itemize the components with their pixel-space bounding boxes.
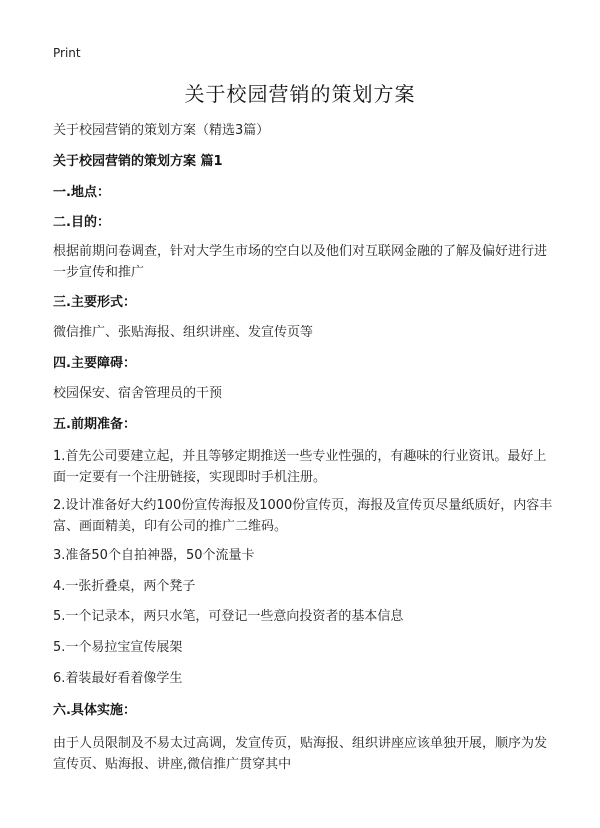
paragraph-forms: 微信推广、张贴海报、组织讲座、发宣传页等 — [53, 325, 314, 340]
print-link[interactable]: Print — [53, 46, 81, 60]
list-item: 1.首先公司要建立起，并且等够定期推送一些专业性强的，有趣味的行业资讯。最好上面一定要有一个注册链接，实现即时手机注册。 — [53, 449, 547, 485]
paragraph-obstacles: 校园保安、宿舍管理员的干预 — [53, 386, 223, 401]
list-item: 4.一张折叠桌，两个凳子 — [53, 579, 196, 594]
document-subtitle: 关于校园营销的策划方案（精选3篇） — [53, 123, 270, 138]
heading-location: 一.地点： — [53, 185, 110, 200]
list-item: 2.设计准备好大约100份宣传海报及1000份宣传页，海报及宣传页尽量纸质好，内容丰富、画面精美，印有公司的推广二维码。 — [53, 498, 553, 534]
heading-obstacles: 四.主要障碍： — [53, 356, 136, 371]
heading-purpose: 二.目的： — [53, 215, 110, 230]
list-item: 6.着装最好看着像学生 — [53, 671, 183, 686]
heading-implementation: 六.具体实施： — [53, 703, 136, 718]
section-heading: 关于校园营销的策划方案 篇1 — [53, 154, 223, 169]
list-item: 5.一个记录本，两只水笔，可登记一些意向投资者的基本信息 — [53, 609, 404, 624]
document-title: 关于校园营销的策划方案 — [184, 82, 416, 106]
list-item: 3.准备50个自拍神器，50个流量卡 — [53, 548, 255, 563]
paragraph-purpose: 根据前期问卷调查，针对大学生市场的空白以及他们对互联网金融的了解及偏好进行进一步宣传和推广 — [53, 244, 548, 280]
heading-forms: 三.主要形式： — [53, 295, 136, 310]
list-item: 5.一个易拉宝宣传展架 — [53, 640, 183, 655]
paragraph-implementation: 由于人员限制及不易太过高调，发宣传页，贴海报、组织讲座应该单独开展，顺序为发宣传页、贴海报、讲座,微信推广贯穿其中 — [53, 736, 548, 772]
heading-preparation: 五.前期准备： — [53, 417, 136, 432]
